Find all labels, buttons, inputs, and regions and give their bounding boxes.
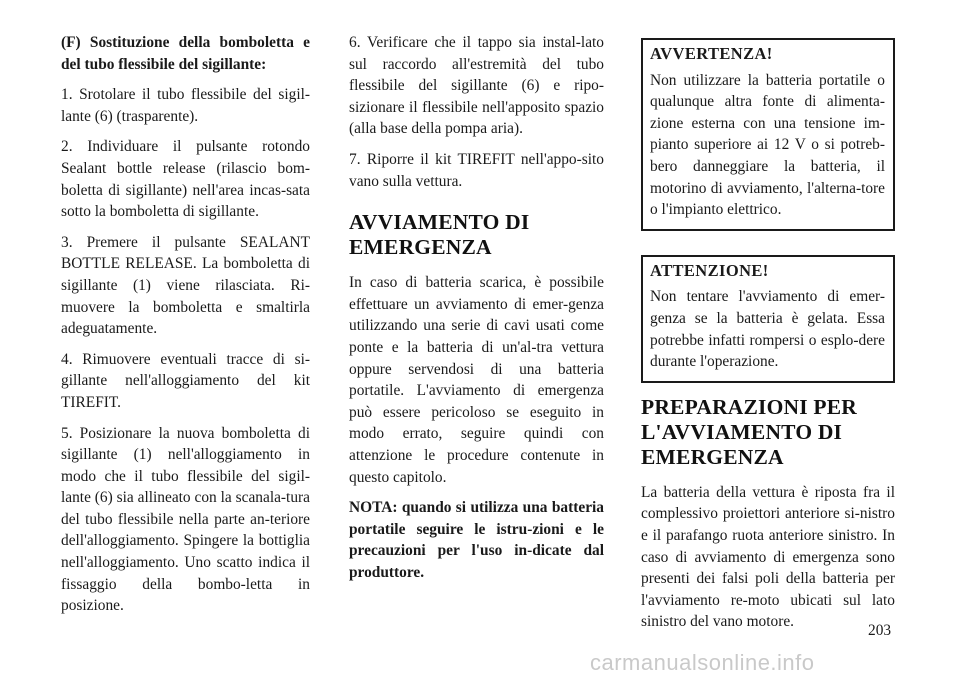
heading-emergency-start: AVVIAMENTO DI EMERGENZA (349, 210, 530, 260)
battery-location-body: La batteria della vettura è riposta fra il complessivo proiettori anteriore si-nistro e il parafango ruota anteriore sinistro. In caso di avviamento di emergenza sono presenti dei falsi poli della batteria per l'avviamento re-moto ubicati sul lato sinistro del vano motore. (641, 483, 895, 631)
section-heading-sealant-replacement: (F) Sostituzione della bomboletta e del tubo flessibile del sigillante: (61, 34, 310, 73)
middle-column (349, 32, 604, 592)
warning-text: Non utilizzare la batteria portatile o qualunque altra fonte di alimenta-zione esterna con una tensione im-pianto superiore ai 12 V o si potreb-bero danneggiare la batteria, il motorino di avviamento, l'alterna-tore o l'impianto elettrico. (650, 71, 885, 219)
right-column (641, 38, 895, 642)
warning-title: AVVERTENZA! (650, 44, 773, 63)
step-5: 5. Posizionare la nuova bomboletta di sigillante (1) nell'alloggiamento in modo che il tubo flessibile del sigil-lante (6) sia allineato con la scanala-tura del tubo flessibile nella parte an-teriore dell'alloggiamento. Spingere la bottiglia nell'alloggiamento. Uno scatto indica il fissaggio della bombo-letta in posizione. (61, 424, 310, 615)
step-6: 6. Verificare che il tappo sia instal-lato sul raccordo all'estremità del tubo flessibile del sigillante (6) e ripo-sizionare il flessibile nell'apposito spazio (alla base della pompa aria). (349, 34, 604, 138)
portable-battery-note: NOTA: quando si utilizza una batteria portatile seguire le istru-zioni e le precauzioni per l'uso in-dicate dal produttore. (349, 499, 604, 581)
watermark: carmanualsonline.info (590, 650, 815, 675)
step-2: 2. Individuare il pulsante rotondo Sealant bottle release (rilascio bom-boletta di sigillante) nell'area incas-sata sotto la bomboletta di sigillante. (61, 138, 310, 221)
emergency-start-body: In caso di batteria scarica, è possibile effettuare un avviamento di emer-genza utilizzando una serie di cavi usati come ponte e la batteria di un'al-tra vettura oppure servendosi di una batteria portatile. L'avviamento di emergenza può essere pericoloso se eseguito in modo errato, seguire quindi con attenzione le procedure contenute in questo capitolo. (349, 274, 604, 486)
warning-box (641, 38, 895, 231)
step-7: 7. Riporre il kit TIREFIT nell'appo-sito vano sulla vettura. (349, 150, 604, 190)
page-number: 203 (868, 622, 892, 639)
caution-box (641, 255, 895, 383)
left-column (61, 32, 310, 626)
step-4: 4. Rimuovere eventuali tracce di si-gillante nell'alloggiamento del kit TIREFIT. (61, 350, 310, 411)
step-1: 1. Srotolare il tubo flessibile del sigil-lante (6) (trasparente). (61, 86, 310, 125)
heading-emergency-start-preparation: PREPARAZIONI PER L'AVVIAMENTO DI EMERGENZA (641, 394, 858, 469)
caution-text: Non tentare l'avviamento di emer-genza se la batteria è gelata. Essa potrebbe infatti rompersi o esplo-dere durante l'operazione. (650, 288, 885, 371)
caution-title: ATTENZIONE! (650, 260, 769, 280)
step-3: 3. Premere il pulsante SEALANT BOTTLE RELEASE. La bomboletta di sigillante (1) viene rilasciata. Ri-muovere la bomboletta e smaltirla adeguatamente. (61, 233, 310, 338)
